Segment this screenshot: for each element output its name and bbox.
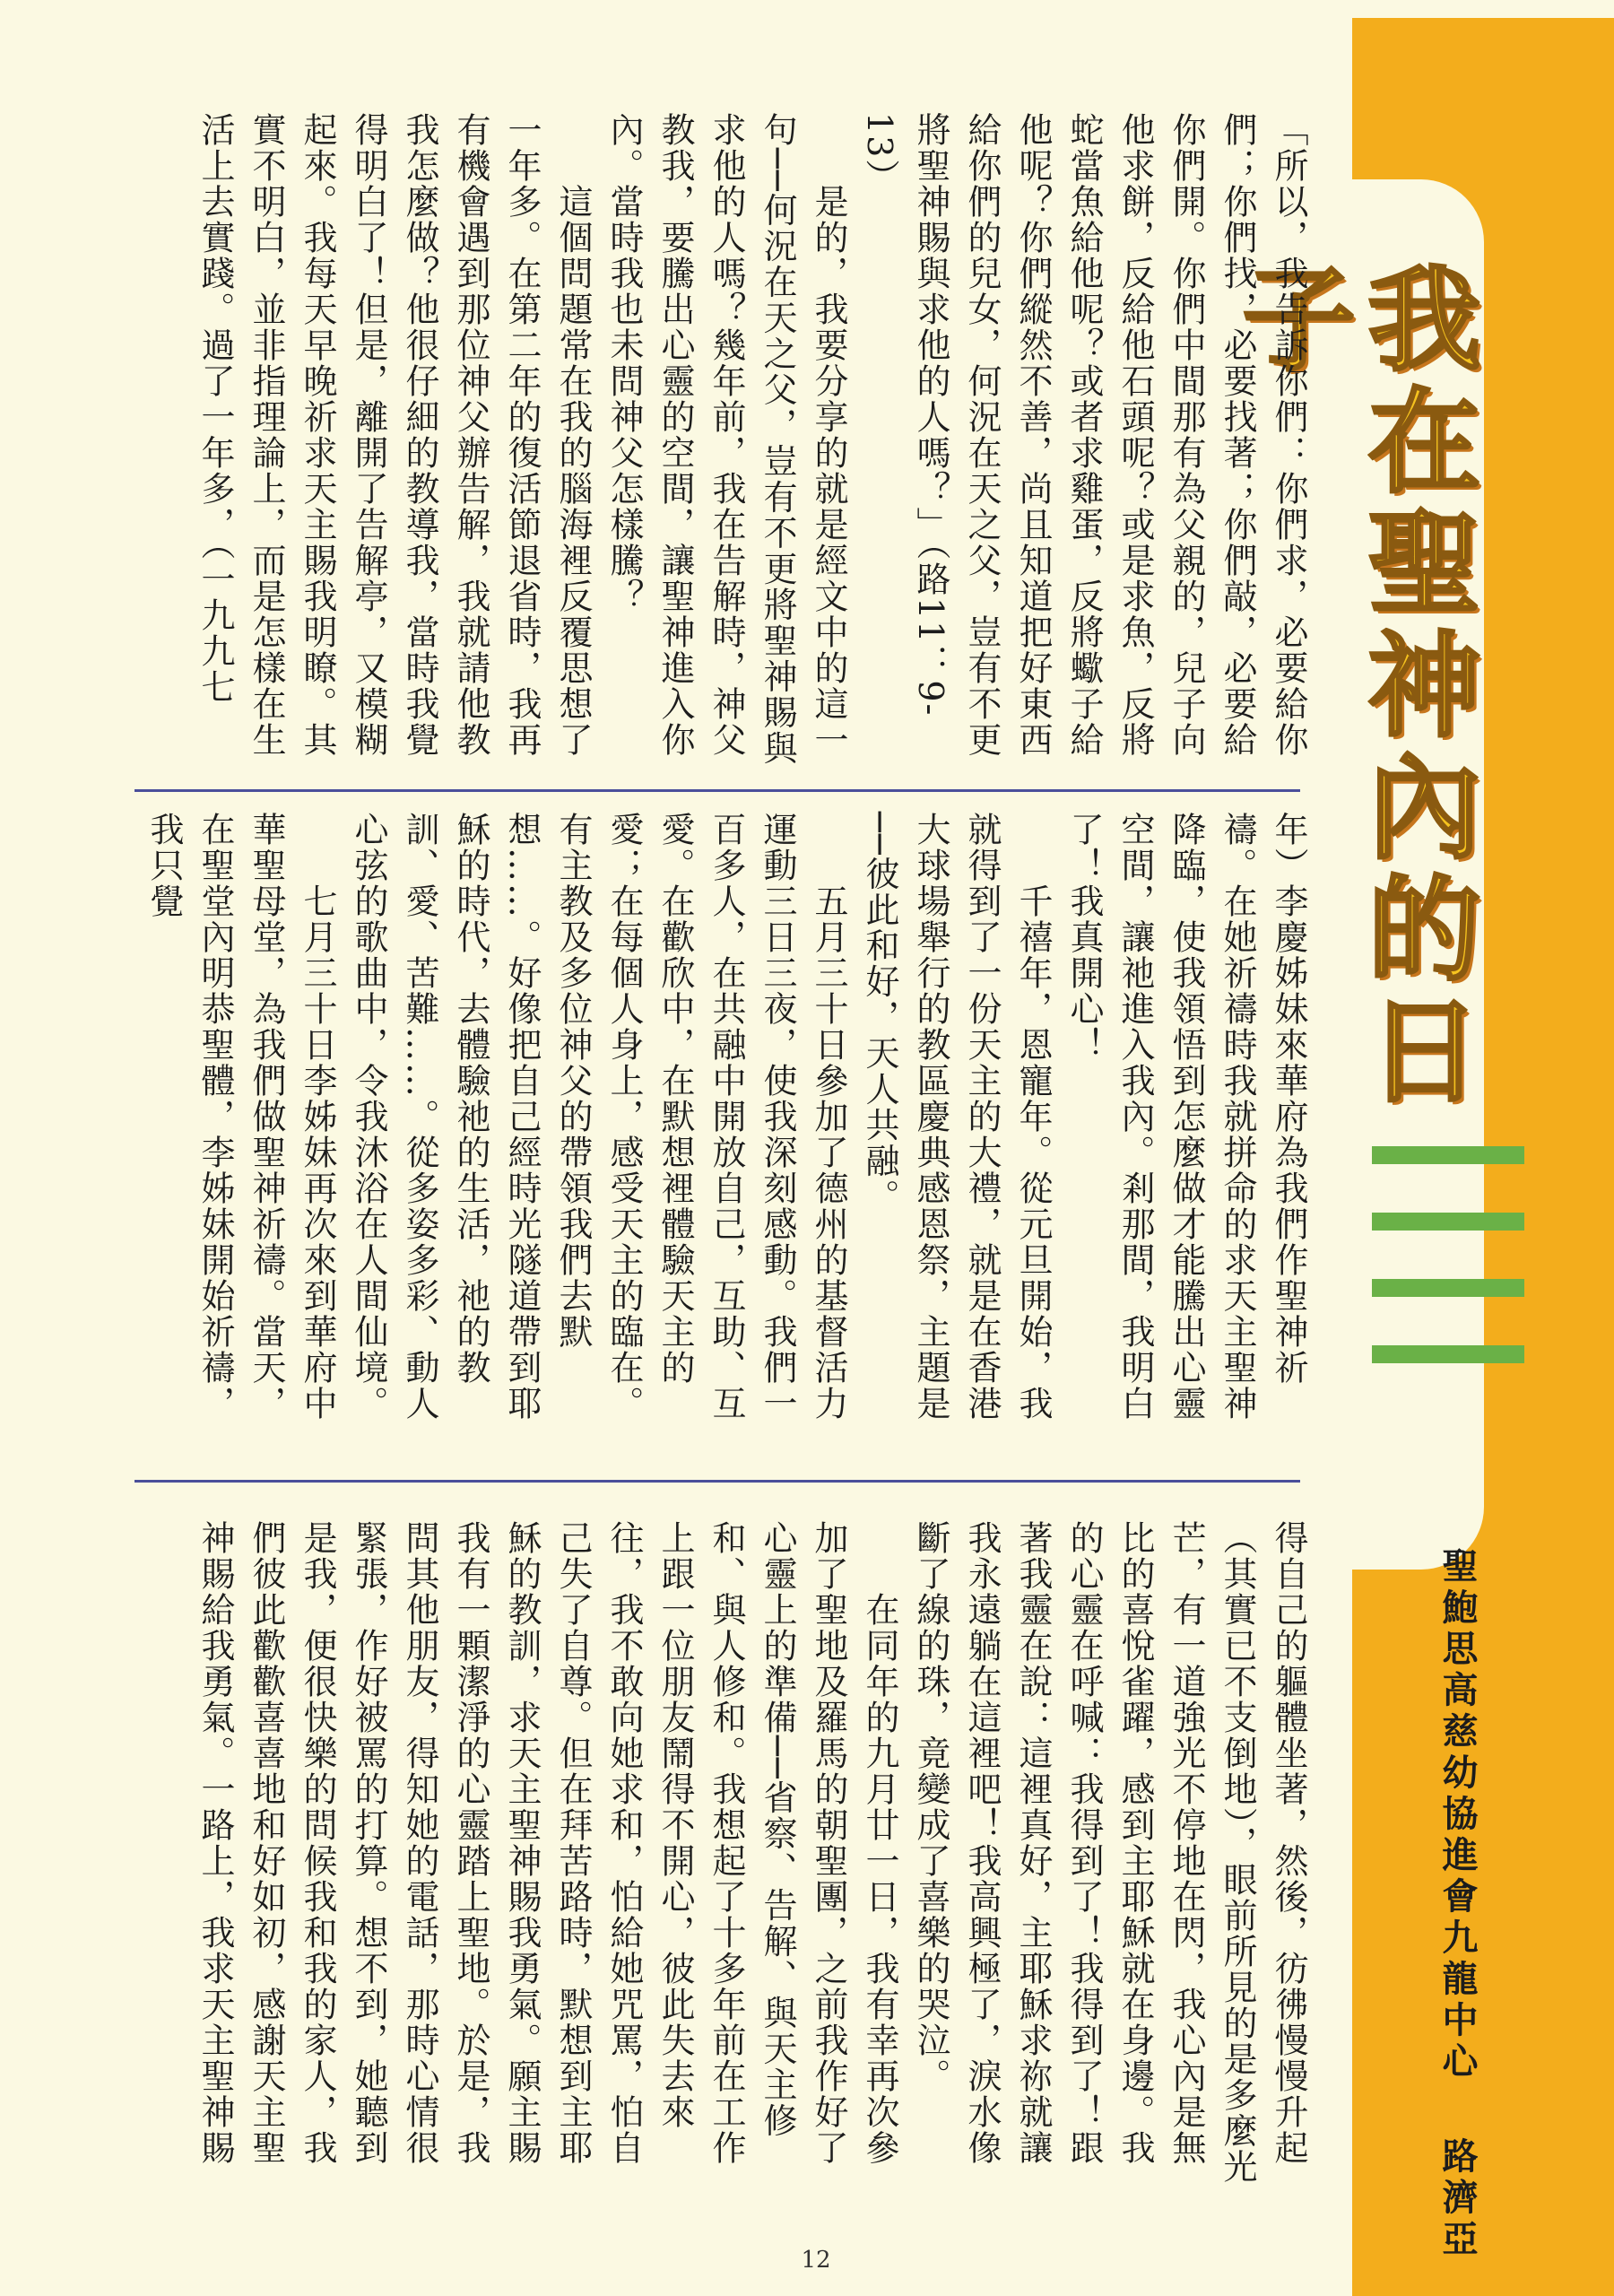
paragraph-text: 是的，我要分享的就是經文中的這一句──何況在天之父，豈有不更將聖神賜與求他的人嗎？幾年前，我在告解時，神父教我，要騰出心靈的空間，讓聖神進入你內。當時我也未問神父怎樣騰？: [604, 112, 848, 767]
paragraph-text: 在同年的九月廿一日，我有幸再次參加了聖地及羅馬的朝聖團，之前我作好了心靈上的準備──省察、告解、與天主修和、與人修和。我想起了十多年前在工作上跟一位朋友鬧得不開心，彼此失去來往，我不敢向她求和，怕給她咒罵，怕自己失了自尊。但在拜苦路時，默想到主耶穌的教訓，求天主聖神賜我勇氣。願主賜我有一顆潔淨的心靈踏上聖地。於是，我問其他朋友，得知她的電話，那時心情很緊張，作好被罵的打算。想不到，她聽到是我，便很快樂的問候我和我的家人，我們彼此歡歡喜喜地和好如初，感謝天主聖神賜給我勇氣。一路上，我求天主聖神賜: [195, 1520, 899, 2166]
page-number: 12: [801, 2247, 831, 2274]
text-column-2: [144, 812, 1314, 1444]
paragraph: [189, 112, 598, 780]
article-title: 我在聖神內的日子: [1224, 260, 1481, 1114]
paragraph: [189, 1520, 905, 2188]
paragraph: [138, 812, 343, 1444]
green-bar: [1372, 1146, 1524, 1164]
author-name: 路濟亞: [1436, 2137, 1478, 2261]
author-org: 聖鮑思高慈幼協進會九龍中心: [1436, 1547, 1478, 2083]
text-column-3: [157, 1520, 1314, 2188]
paragraph: [598, 112, 854, 780]
paragraph: 年）李慶姊妹來華府為我們作聖神祈禱。在她祈禱時我就拼命的求天主聖神降臨，使我領悟到怎麼做才能騰出心靈空間，讓祂進入我內。剎那間，我明白了！我真開心！: [1064, 812, 1308, 1422]
paragraph: 「所以，我告訴你們：你們求，必要給你們；你們找，必要找著；你們敲，必要給你們開。你們中間那有為父親的，兒子向他求餅，反給他石頭呢？或是求魚，反將蛇當魚給他呢？或者求雞蛋，反將蠍子給他呢？你們縱然不善，尚且知道把好東西給你們的兒女，何況在天之父，豈有不更將聖神賜與求他的人嗎？」（路11：9-13）: [860, 112, 1308, 758]
text-column-1: [157, 112, 1314, 780]
green-bar: [1372, 1279, 1524, 1297]
paragraph: 得自己的軀體坐著，然後，彷彿慢慢升起（其實已不支倒地），眼前所見的是多麼光芒，有一道強光不停地在閃，我心內是無比的喜悅雀躍，感到主耶穌就在身邊。我的心靈在呼喊：我得到了！我得到了！跟著我靈在說：這裡真好，主耶穌求祢就讓我永遠躺在這裡吧！我高興極了，淚水像斷了線的珠，竟變成了喜樂的哭泣。: [911, 1520, 1308, 2185]
paragraph: [343, 812, 854, 1444]
green-bar: [1372, 1213, 1524, 1231]
paragraph-text: 五月三十日參加了德州的基督活力運動三日三夜，使我深刻感動。我們一百多人，在共融中開放自己，互助、互愛。在歡欣中，在默想裡體驗天主的愛；在每個人身上，感受天主的臨在。有主教及多位神父的帶領我們去默想……。好像把自己經時光隧道帶到耶穌的時代，去體驗祂的生活，祂的教訓、愛、苦難……。從多姿多彩、動人心弦的歌曲中，令我沐浴在人間仙境。: [349, 812, 848, 1422]
paragraph: [854, 812, 1058, 1444]
paragraph-text: 這個問題常在我的腦海裡反覆思想了一年多。在第二年的復活節退省時，我再有機會遇到那位神父辦告解，我就請他教我怎麼做？他很仔細的教導我，當時我覺得明白了！但是，離開了告解亭，又模糊起來。我每天早晚祈求天主賜我明瞭。其實不明白，並非指理論上，而是怎樣在生活上去實踐。過了一年多，（一九九七: [195, 112, 593, 758]
column-divider: [134, 789, 1300, 792]
column-divider: [134, 1480, 1300, 1483]
author-byline: [1421, 1547, 1493, 2261]
paragraph-text: 千禧年，恩寵年。從元旦開始，我就得到了一份天主的大禮，就是在香港大球場舉行的教區慶典感恩祭，主題是──彼此和好，天人共融。: [860, 812, 1053, 1422]
green-bar: [1372, 1345, 1524, 1363]
paragraph-text: 七月三十日李姊妹再次來到華府中華聖母堂，為我們做聖神祈禱。當天，在聖堂內明恭聖體，李姊妹開始祈禱，我只覺: [144, 812, 337, 1422]
